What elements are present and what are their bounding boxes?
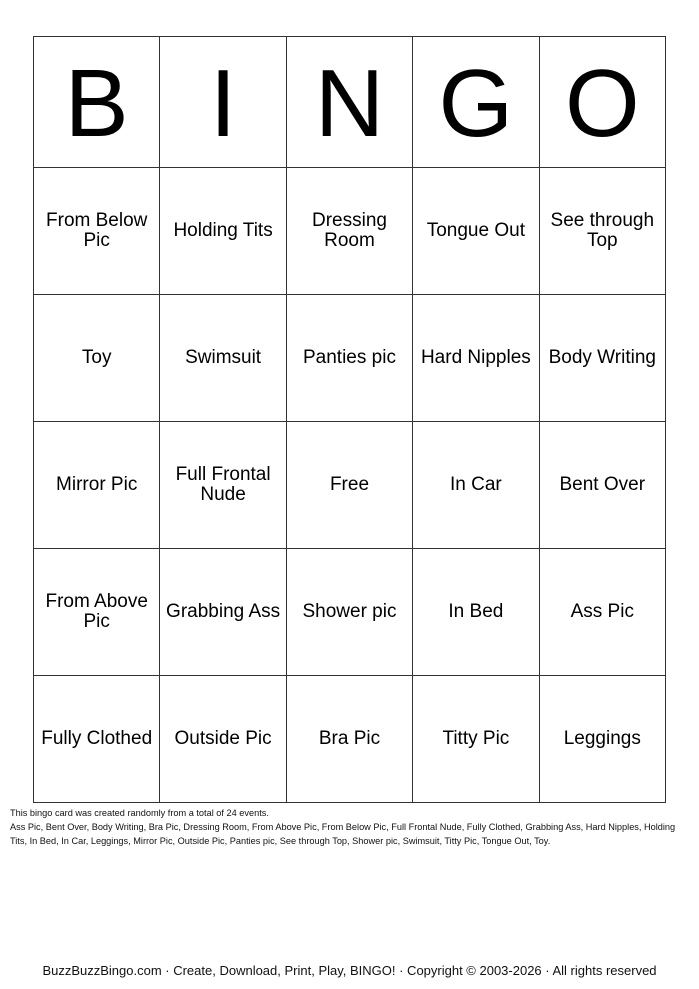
bingo-header-letter: B xyxy=(34,37,160,168)
bingo-cell: Ass Pic xyxy=(539,549,665,676)
bingo-cell: Titty Pic xyxy=(413,676,539,803)
bingo-cell: From Below Pic xyxy=(34,168,160,295)
bingo-row xyxy=(34,168,666,295)
bingo-cell: In Car xyxy=(413,422,539,549)
bingo-cell: Outside Pic xyxy=(160,676,286,803)
bingo-cell: Full Frontal Nude xyxy=(160,422,286,549)
bingo-cell: In Bed xyxy=(413,549,539,676)
bingo-card xyxy=(33,36,666,803)
bingo-header-letter: G xyxy=(413,37,539,168)
bingo-row xyxy=(34,295,666,422)
bingo-header-letter: N xyxy=(286,37,412,168)
bingo-cell: Holding Tits xyxy=(160,168,286,295)
card-info xyxy=(10,806,690,848)
bingo-cell: Bra Pic xyxy=(286,676,412,803)
bingo-cell: Leggings xyxy=(539,676,665,803)
bingo-cell: From Above Pic xyxy=(34,549,160,676)
bingo-cell: Shower pic xyxy=(286,549,412,676)
bingo-cell: Fully Clothed xyxy=(34,676,160,803)
bingo-cell: Swimsuit xyxy=(160,295,286,422)
bingo-free-cell: Free xyxy=(286,422,412,549)
bingo-row xyxy=(34,422,666,549)
site-footer: BuzzBuzzBingo.com · Create, Download, Print, Play, BINGO! · Copyright © 2003-2026 · All rights reserved xyxy=(42,963,657,978)
bingo-header-letter: O xyxy=(539,37,665,168)
bingo-cell: Grabbing Ass xyxy=(160,549,286,676)
bingo-cell: Hard Nipples xyxy=(413,295,539,422)
bingo-cell: Panties pic xyxy=(286,295,412,422)
bingo-cell: Body Writing xyxy=(539,295,665,422)
bingo-cell: Toy xyxy=(34,295,160,422)
card-info-event-list: Ass Pic, Bent Over, Body Writing, Bra Pic, Dressing Room, From Above Pic, From Below Pic, Full Frontal Nude, Fully Clothed, Grabbing Ass, Hard Nipples, Holding Tits, In Bed, In Car, Leggings, Mirror Pic, Outside Pic, Panties pic, See through Top, Shower pic, Swimsuit, Titty Pic, Tongue Out, Toy. xyxy=(10,822,676,846)
bingo-cell: Mirror Pic xyxy=(34,422,160,549)
bingo-cell: Tongue Out xyxy=(413,168,539,295)
bingo-row xyxy=(34,676,666,803)
bingo-row xyxy=(34,549,666,676)
bingo-cell: Dressing Room xyxy=(286,168,412,295)
bingo-cell: See through Top xyxy=(539,168,665,295)
card-info-summary: This bingo card was created randomly from a total of 24 events. xyxy=(10,808,269,818)
bingo-cell: Bent Over xyxy=(539,422,665,549)
bingo-header-letter: I xyxy=(160,37,286,168)
bingo-header-row xyxy=(34,37,666,168)
